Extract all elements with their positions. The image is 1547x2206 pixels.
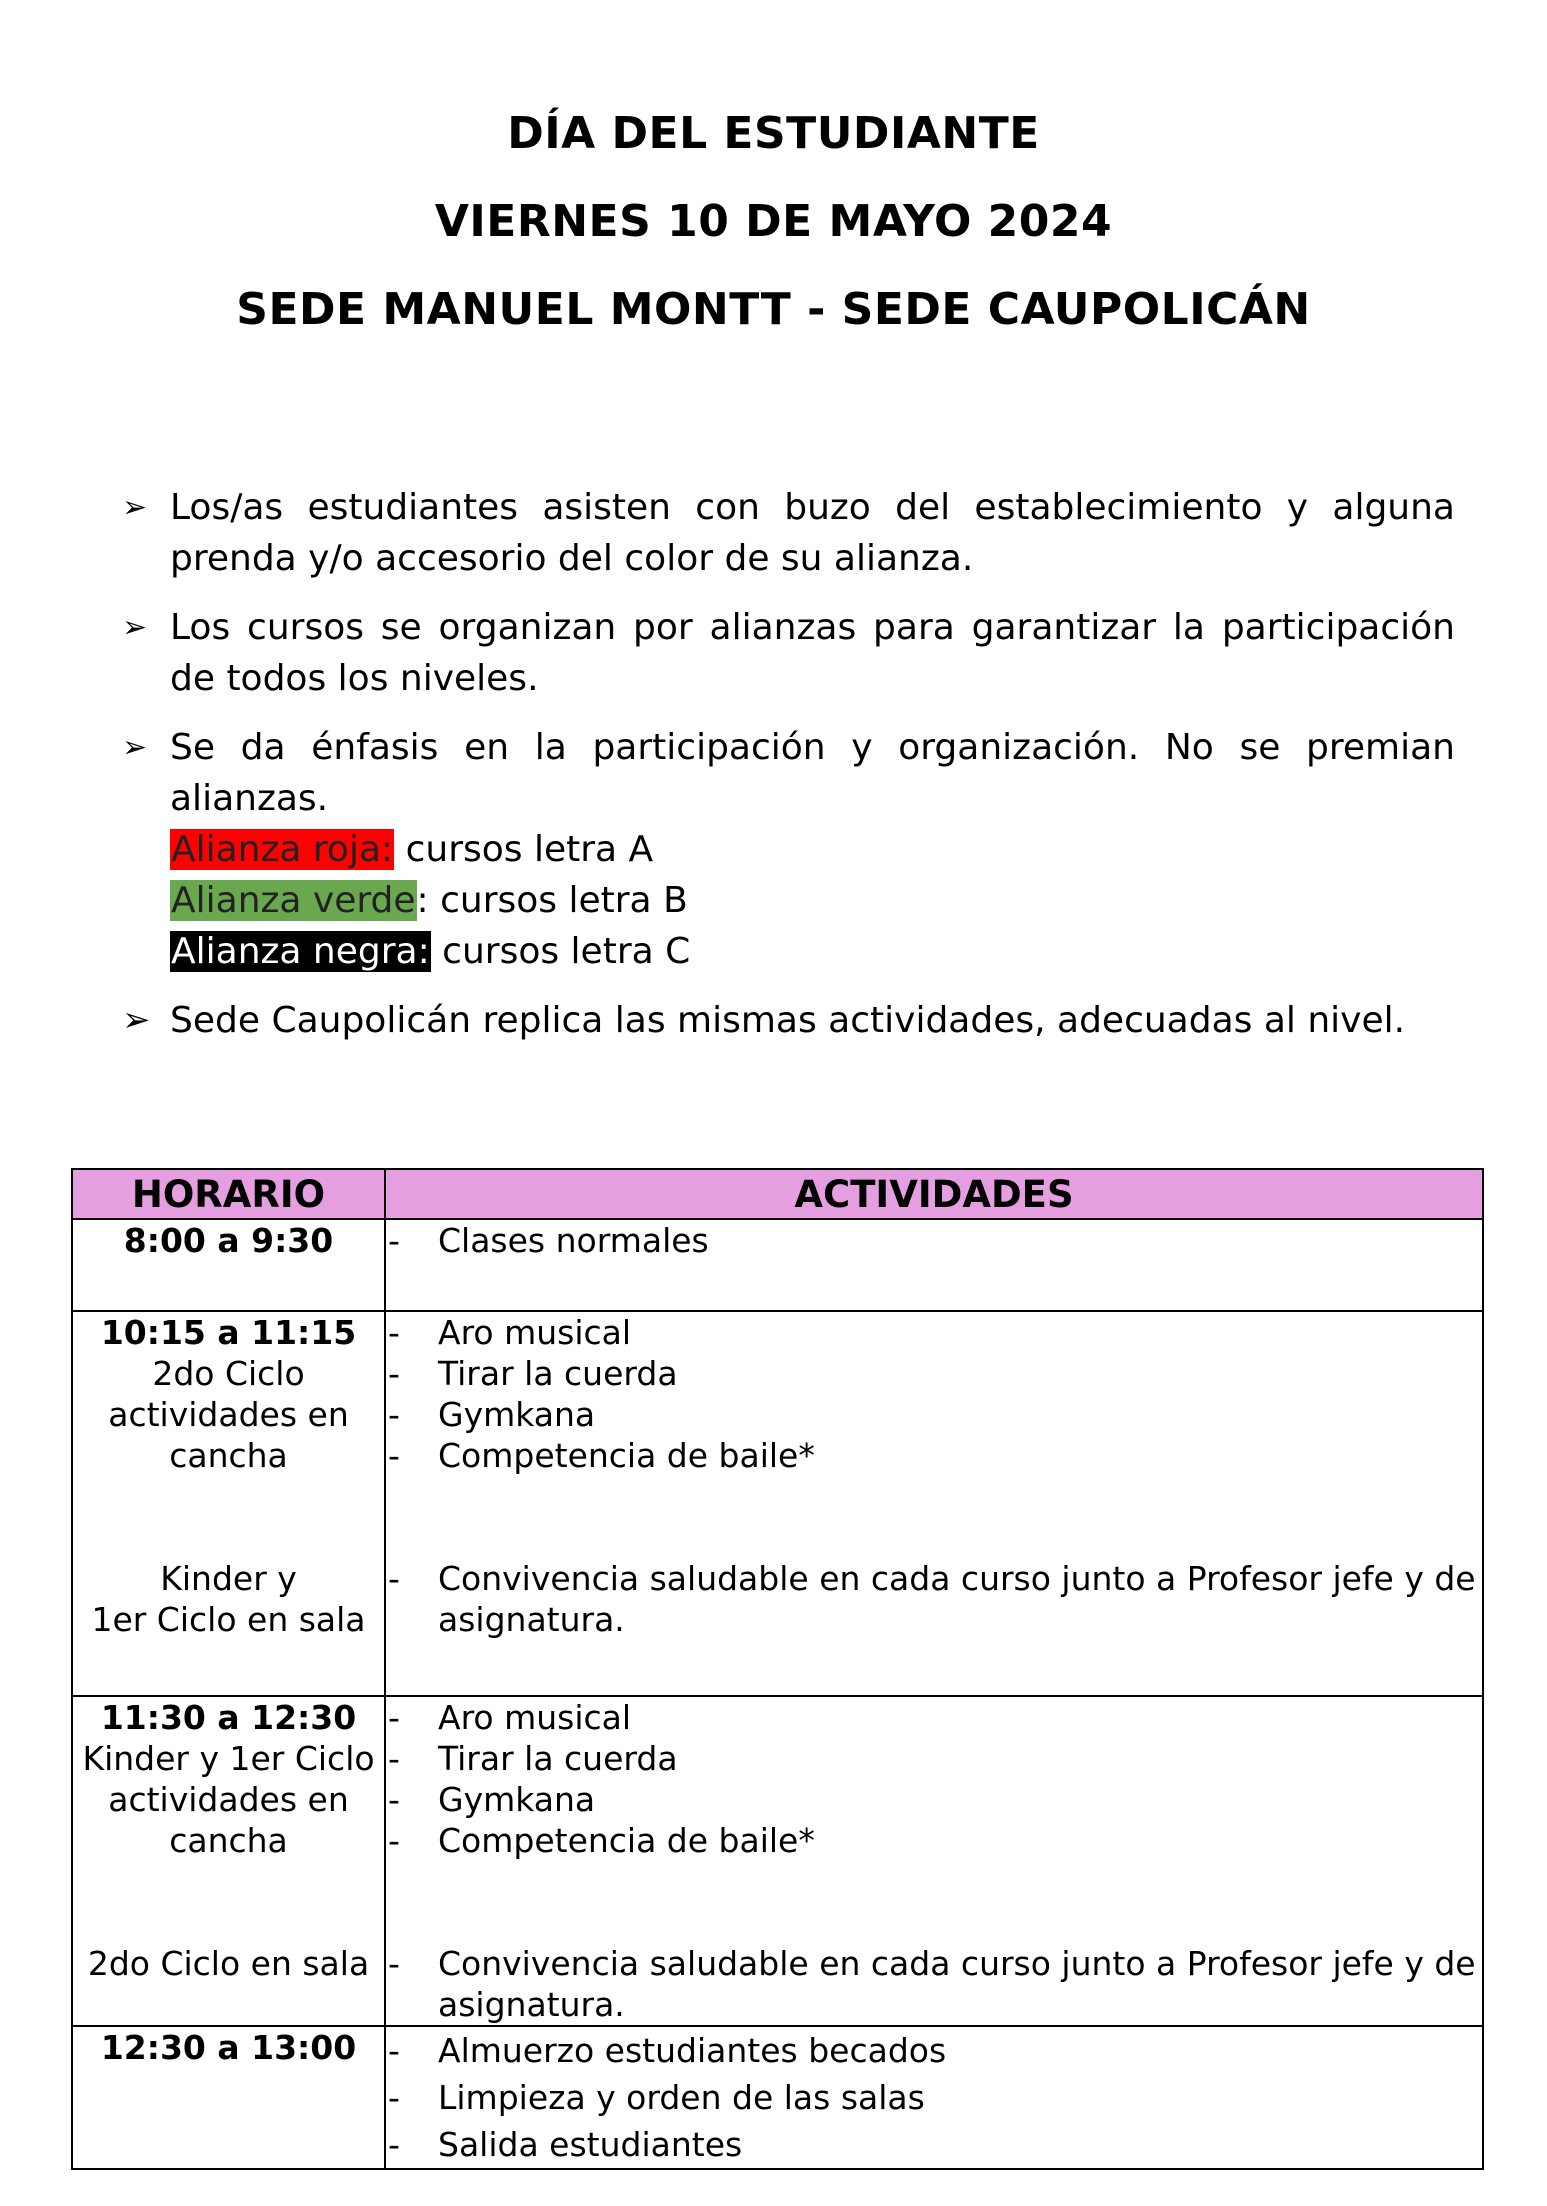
- bullet-text: Los cursos se organizan por alianzas para garantizar la participación de todos los niveles.: [170, 607, 1455, 699]
- time-range: 10:15 a 11:15: [100, 1313, 357, 1352]
- alliance-green: [170, 875, 1455, 926]
- document-title: DÍA DEL ESTUDIANTE: [507, 108, 1040, 159]
- group-label: actividades en: [108, 1780, 349, 1819]
- bullet-text: Sede Caupolicán replica las mismas actividades, adecuadas al nivel.: [170, 1000, 1406, 1041]
- arrow-bullet-icon: ➢: [122, 1000, 151, 1040]
- arrow-bullet-icon: ➢: [122, 610, 148, 645]
- bullet-item: [120, 602, 1455, 704]
- activity-item: - Salida estudiantes: [386, 2121, 1482, 2168]
- group-label: cancha: [169, 1436, 288, 1475]
- time-cell: [72, 2026, 385, 2169]
- group-label: cancha: [169, 1821, 288, 1860]
- info-bullet-list: [120, 482, 1455, 1064]
- alliance-black-text: cursos letra C: [430, 931, 691, 972]
- activity-item: - Competencia de baile*: [386, 1435, 1482, 1476]
- column-header-horario: HORARIO: [72, 1169, 385, 1219]
- table-row: [72, 1696, 1483, 2026]
- activity-item: - Tirar la cuerda: [386, 1353, 1482, 1394]
- alliance-red-text: cursos letra A: [394, 829, 654, 870]
- group-label: 2do Ciclo en sala: [87, 1944, 370, 1983]
- time-cell: [72, 1219, 385, 1311]
- time-range: 12:30 a 13:00: [100, 2028, 357, 2067]
- activity-item: - Aro musical: [386, 1697, 1482, 1738]
- activities-cell: [385, 1219, 1483, 1311]
- table-header-row: [72, 1169, 1483, 1219]
- activity-item: - Competencia de baile*: [386, 1820, 1482, 1861]
- time-cell: [72, 1696, 385, 2026]
- activity-item: - Aro musical: [386, 1312, 1482, 1353]
- bullet-item: [120, 482, 1455, 584]
- activity-item: - Convivencia saludable en cada curso junto a Profesor jefe y de asignatura.: [386, 1943, 1482, 2025]
- column-header-actividades: ACTIVIDADES: [385, 1169, 1483, 1219]
- group-label: actividades en: [108, 1395, 349, 1434]
- activity-item: - Almuerzo estudiantes becados: [386, 2027, 1482, 2074]
- group-label: Kinder y 1er Ciclo: [82, 1739, 375, 1778]
- activity-item: - Gymkana: [386, 1779, 1482, 1820]
- group-label: 1er Ciclo en sala: [91, 1600, 366, 1639]
- alliance-red: [170, 824, 1455, 875]
- time-range: 11:30 a 12:30: [100, 1698, 357, 1737]
- activities-cell: [385, 1311, 1483, 1696]
- alliance-green-label: Alianza verde: [171, 880, 416, 921]
- bullet-item: [120, 995, 1455, 1046]
- bullet-text: Se da énfasis en la participación y organización. No se premian alianzas.: [170, 727, 1455, 819]
- group-label: Kinder y: [160, 1559, 297, 1598]
- alliance-black: [170, 926, 1455, 977]
- campus-names: SEDE MANUEL MONTT - SEDE CAUPOLICÁN: [236, 284, 1311, 335]
- event-date: VIERNES 10 DE MAYO 2024: [434, 196, 1113, 247]
- time-cell: [72, 1311, 385, 1696]
- activity-item: - Tirar la cuerda: [386, 1738, 1482, 1779]
- table-row: [72, 1311, 1483, 1696]
- activity-item: - Gymkana: [386, 1394, 1482, 1435]
- group-label: 2do Ciclo: [152, 1354, 305, 1393]
- bullet-text: Los/as estudiantes asisten con buzo del establecimiento y alguna prenda y/o accesorio del color de su alianza.: [170, 487, 1455, 579]
- time-range: 8:00 a 9:30: [123, 1221, 334, 1260]
- arrow-bullet-icon: ➢: [122, 730, 148, 765]
- activities-cell: [385, 1696, 1483, 2026]
- activity-item: - Convivencia saludable en cada curso junto a Profesor jefe y de asignatura.: [386, 1558, 1482, 1640]
- alliance-green-text: : cursos letra B: [416, 880, 688, 921]
- activities-cell: [385, 2026, 1483, 2169]
- table-row: [72, 1219, 1483, 1311]
- arrow-bullet-icon: ➢: [122, 490, 148, 525]
- alliance-red-label: Alianza roja:: [171, 829, 394, 870]
- activity-item: - Clases normales: [386, 1220, 1482, 1261]
- bullet-item: [120, 722, 1455, 977]
- activity-item: - Limpieza y orden de las salas: [386, 2074, 1482, 2121]
- table-row: [72, 2026, 1483, 2169]
- schedule-table: [71, 1168, 1484, 2170]
- alliance-black-label: Alianza negra:: [171, 931, 430, 972]
